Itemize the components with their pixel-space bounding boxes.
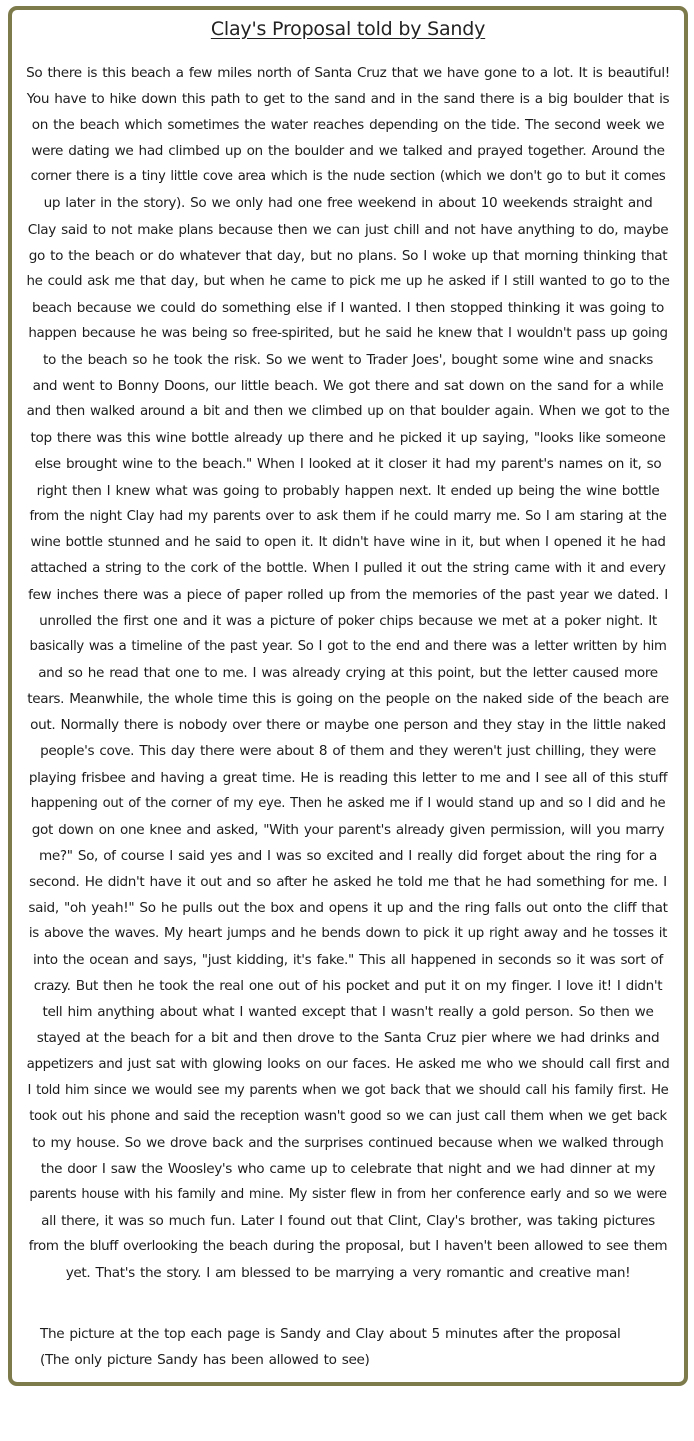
story-line: all there, it was so much fun. Later I found out that Clint, Clay's brother, was taking pictures <box>41 1213 655 1230</box>
story-line: took out his phone and said the reception wasn't good so we can just call them when we get back <box>29 1108 667 1124</box>
story-line: else brought wine to the beach." When I looked at it closer it had my parent's names on it, so <box>34 456 662 473</box>
story-line: unrolled the first one and it was a picture of poker chips because we met at a poker night. It <box>39 612 657 629</box>
photo-caption <box>40 1321 620 1373</box>
story-line: parents house with his family and mine. My sister flew in from her conference early and so we were <box>29 1187 667 1203</box>
story-line: me?" So, of course I said yes and I was so excited and I really did forget about the ring for a <box>38 847 658 864</box>
story-line: corner there is a tiny little cove area which is the nude section (which we don't go to but it comes <box>30 169 666 185</box>
story-line: up later in the story). So we only had one free weekend in about 10 weekends straight and <box>43 195 653 212</box>
story-line: he could ask me that day, but when he came to pick me up he asked if I still wanted to go to the <box>26 273 670 289</box>
story-line: got down on one knee and asked, "With your parent's already given permission, will you marry <box>31 821 665 838</box>
story-line: to the beach so he took the risk. So we went to Trader Joes', bought some wine and snacks <box>43 352 653 369</box>
story-line: into the ocean and says, "just kidding, it's fake." This all happened in seconds so it was sort of <box>33 952 663 969</box>
photo-caption-line-2: (The only picture Sandy has been allowed to see) <box>40 1352 370 1368</box>
story-line: Clay said to not make plans because then we can just chill and not have anything to do, maybe <box>27 221 669 238</box>
story-text <box>26 60 670 1286</box>
story-line: out. Normally there is nobody over there or maybe one person and they stay in the little naked <box>30 717 666 734</box>
story-line: and went to Bonny Doons, our little beach. We got there and sat down on the sand for a while <box>32 378 664 395</box>
story-frame <box>8 6 688 1386</box>
story-line: were dating we had climbed up on the boulder and we talked and prayed together. Around the <box>31 143 665 160</box>
story-line: basically was a timeline of the past year. So I got to the end and there was a letter written by him <box>29 639 667 655</box>
story-line: So there is this beach a few miles north of Santa Cruz that we have gone to a lot. It is beautiful! <box>26 65 670 81</box>
story-line: from the bluff overlooking the beach during the proposal, but I haven't been allowed to see them <box>28 1239 668 1255</box>
story-line: and then walked around a bit and then we climbed up on that boulder again. When we got to the <box>26 404 670 420</box>
photo-caption-line-1: The picture at the top each page is Sandy and Clay about 5 minutes after the proposal <box>40 1326 621 1342</box>
story-line: attached a string to the cork of the bottle. When I pulled it out the string came with it and every <box>30 560 666 576</box>
story-line: the door I saw the Woosley's who came up to celebrate that night and we had dinner at my <box>40 1160 656 1177</box>
story-line: tell him anything about what I wanted except that I wasn't really a gold person. So then we <box>42 1004 654 1021</box>
story-line: few inches there was a piece of paper rolled up from the memories of the past year we dated. I <box>28 586 668 603</box>
story-line: said, "oh yeah!" So he pulls out the box and opens it up and the ring falls out onto the cliff that <box>28 900 668 916</box>
story-line: stayed at the beach for a bit and then drove to the Santa Cruz pier where we had drinks and <box>36 1030 660 1047</box>
story-line: second. He didn't have it out and so after he asked he told me that he had something for me. I <box>29 873 667 890</box>
story-line: tears. Meanwhile, the whole time this is going on the people on the naked side of the beach are <box>27 691 669 708</box>
story-line: yet. That's the story. I am blessed to be marrying a very romantic and creative man! <box>65 1265 631 1282</box>
story-line: happen because he was being so free-spirited, but he said he knew that I wouldn't pass up going <box>28 325 668 341</box>
story-line: go to the beach or do whatever that day, but no plans. So I woke up that morning thinking that <box>28 247 668 264</box>
story-line: top there was this wine bottle already up there and he picked it up saying, "looks like someone <box>30 430 666 447</box>
story-line: is above the waves. My heart jumps and he bends down to pick it up right away and he tosses it <box>28 926 668 942</box>
story-line: wine bottle stunned and he said to open it. It didn't have wine in it, but when I opened it he had <box>30 534 666 550</box>
story-line: right then I knew what was going to probably happen next. It ended up being the wine bottle <box>36 482 660 499</box>
story-line: I told him since we would see my parents when we got back that we should call his family first. He <box>27 1082 669 1098</box>
story-line: people's cove. This day there were about 8 of them and they weren't just chilling, they were <box>40 743 656 760</box>
story-line: playing frisbee and having a great time. He is reading this letter to me and I see all of this stuff <box>28 769 668 786</box>
story-line: beach because we could do something else if I wanted. I then stopped thinking it was going to <box>31 299 665 316</box>
story-line: appetizers and just sat with glowing looks on our faces. He asked me who we should call first and <box>26 1056 670 1072</box>
story-line: and so he read that one to me. I was already crying at this point, but the letter caused more <box>38 665 658 682</box>
story-line: on the beach which sometimes the water reaches depending on the tide. The second week we <box>31 117 665 134</box>
story-line: from the night Clay had my parents over to ask them if he could marry me. So I am staring at the <box>29 508 667 524</box>
story-line: to my house. So we drove back and the surprises continued because when we walked through <box>32 1134 664 1151</box>
page-title: Clay's Proposal told by Sandy <box>210 18 486 40</box>
story-line: happening out of the corner of my eye. Then he asked me if I would stand up and so I did and he <box>30 795 666 811</box>
story-line: You have to hike down this path to get to the sand and in the sand there is a big boulder that is <box>26 91 670 108</box>
story-line: crazy. But then he took the real one out of his pocket and put it on my finger. I love it! I didn't <box>33 978 663 995</box>
